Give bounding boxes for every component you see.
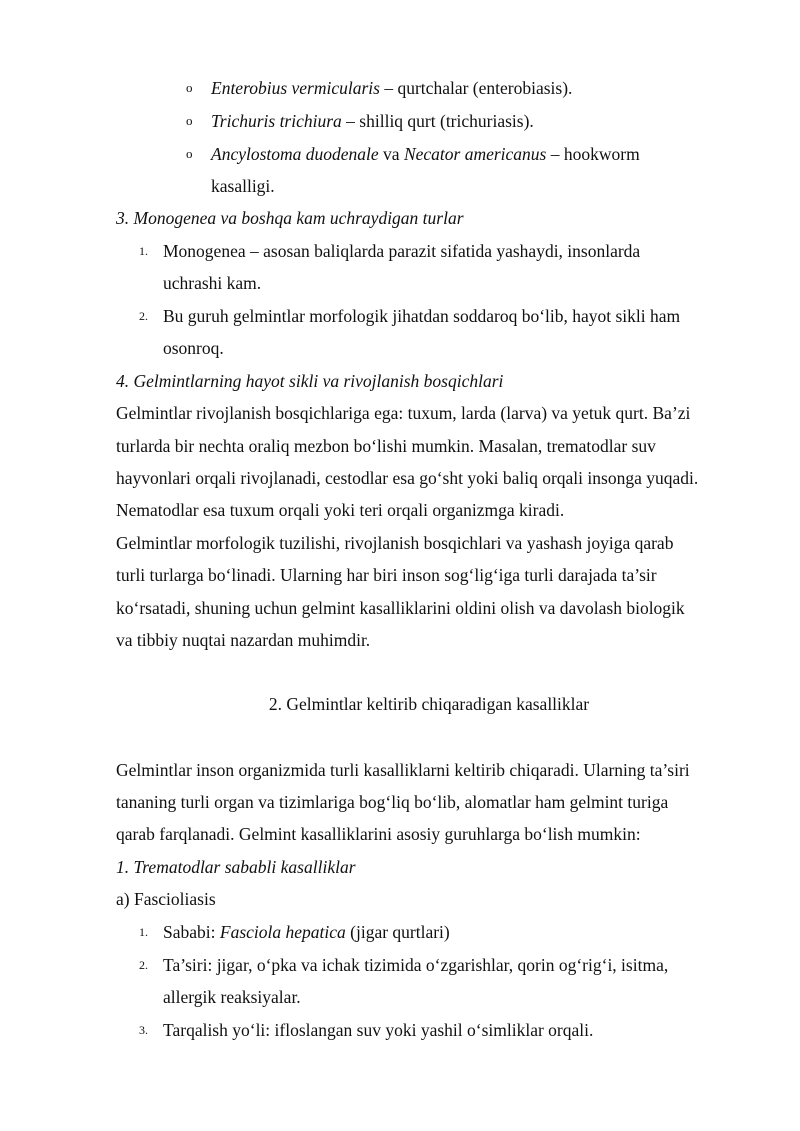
- paragraph-line: Gelmintlar rivojlanish bosqichlariga ega: tuxum, larda (larva) va yetuk qurt. Ba’zi: [116, 403, 691, 423]
- list-item-continuation: uchrashi kam.: [163, 273, 262, 293]
- species-name: Ancylostoma duodenale: [211, 144, 379, 164]
- list-item-text: Sababi:: [163, 922, 220, 942]
- paragraph-line: Gelmintlar morfologik tuzilishi, rivojlanish bosqichlari va yashash joyiga qarab: [116, 533, 674, 553]
- list-number: 3.: [139, 1023, 148, 1037]
- subsection-heading: a) Fascioliasis: [116, 889, 216, 909]
- list-item-text: va: [378, 144, 404, 164]
- paragraph-line: qarab farqlanadi. Gelmint kasalliklarini asosiy guruhlarga bo‘lish mumkin:: [116, 824, 641, 844]
- species-name: Fasciola hepatica: [219, 922, 346, 942]
- list-item: Bu guruh gelmintlar morfologik jihatdan soddaroq bo‘lib, hayot sikli ham: [163, 306, 681, 326]
- list-item: Ta’siri: jigar, o‘pka va ichak tizimida o‘zgarishlar, qorin og‘rig‘i, isitma,: [163, 955, 669, 975]
- paragraph-line: turlarda bir nechta oraliq mezbon bo‘lishi mumkin. Masalan, trematodlar suv: [116, 436, 656, 456]
- paragraph-line: tananing turli organ va tizimlariga bog‘liq bo‘lib, alomatlar ham gelmint turiga: [116, 792, 669, 812]
- list-item-continuation: allergik reaksiyalar.: [163, 987, 301, 1007]
- list-item-text: (jigar qurtlari): [345, 922, 450, 942]
- list-item-text: – hookworm: [546, 144, 640, 164]
- paragraph-line: turli turlarga bo‘linadi. Ularning har biri inson sog‘lig‘iga turli darajada ta’sir: [116, 565, 657, 585]
- list-item-text: – shilliq qurt (trichuriasis).: [341, 111, 534, 131]
- section-heading: 1. Trematodlar sababli kasalliklar: [116, 857, 356, 877]
- paragraph-line: hayvonlari orqali rivojlanadi, cestodlar esa go‘sht yoki baliq orqali insonga yuqadi.: [116, 468, 699, 488]
- list-item: Monogenea – asosan baliqlarda parazit sifatida yashaydi, insonlarda: [163, 241, 641, 261]
- paragraph-line: va tibbiy nuqtai nazardan muhimdir.: [116, 630, 371, 650]
- list-item: [211, 109, 534, 133]
- chapter-title: 2. Gelmintlar keltirib chiqaradigan kasalliklar: [268, 694, 590, 714]
- list-number: 2.: [139, 309, 148, 323]
- list-item: [163, 920, 450, 944]
- list-item: [211, 76, 572, 100]
- list-number: 1.: [139, 925, 148, 939]
- paragraph-line: Gelmintlar inson organizmida turli kasalliklarni keltirib chiqaradi. Ularning ta’siri: [116, 760, 690, 780]
- list-item-continuation: osonroq.: [163, 338, 224, 358]
- bullet-marker: o: [186, 80, 193, 95]
- paragraph-line: Nematodlar esa tuxum orqali yoki teri orqali organizmga kiradi.: [116, 500, 565, 520]
- species-name: Enterobius vermicularis: [211, 78, 380, 98]
- bullet-marker: o: [186, 146, 193, 161]
- species-name: Necator americanus: [403, 144, 547, 164]
- species-name: Trichuris trichiura: [211, 111, 342, 131]
- list-number: 1.: [139, 244, 148, 258]
- list-number: 2.: [139, 958, 148, 972]
- paragraph-line: ko‘rsatadi, shuning uchun gelmint kasalliklarini oldini olish va davolash biologik: [116, 598, 685, 618]
- list-item-continuation: kasalligi.: [211, 176, 275, 196]
- bullet-marker: o: [186, 113, 193, 128]
- list-item: Tarqalish yo‘li: ifloslangan suv yoki yashil o‘simliklar orqali.: [163, 1020, 594, 1040]
- list-item-text: – qurtchalar (enterobiasis).: [379, 78, 573, 98]
- section-heading: 4. Gelmintlarning hayot sikli va rivojlanish bosqichlari: [116, 371, 504, 391]
- list-item: [211, 142, 640, 166]
- section-heading: 3. Monogenea va boshqa kam uchraydigan turlar: [116, 208, 464, 228]
